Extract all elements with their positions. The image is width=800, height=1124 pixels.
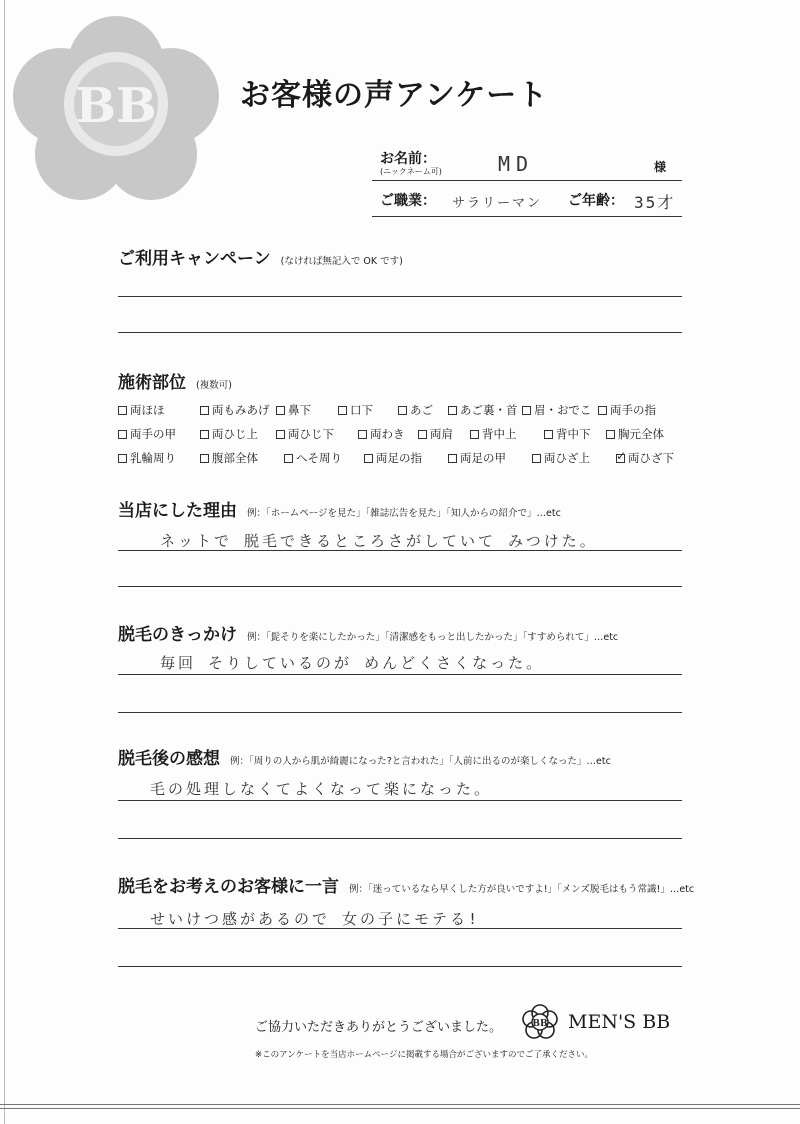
message-heading-text: 脱毛をお考えのお客様に一言 [118, 877, 339, 897]
checkbox-icon[interactable] [276, 406, 285, 415]
impression-heading-text: 脱毛後の感想 [118, 749, 220, 769]
checkbox-icon[interactable] [448, 454, 457, 463]
part-checkbox-label: 両ひじ上 [212, 427, 258, 441]
part-checkbox-item[interactable] [118, 422, 200, 446]
reason-line-2 [118, 586, 682, 587]
campaign-note: (なければ無記入で OK です) [280, 256, 403, 267]
part-checkbox-label: へそ周り [296, 451, 342, 465]
checkbox-icon[interactable] [200, 430, 209, 439]
part-checkbox-item[interactable] [448, 398, 522, 422]
part-checkbox-item[interactable] [276, 422, 358, 446]
message-line-2 [118, 966, 682, 967]
reason-heading [118, 496, 561, 521]
part-checkbox-label: 口下 [350, 403, 373, 417]
checkbox-icon[interactable] [532, 454, 541, 463]
parts-heading-text: 施術部位 [118, 373, 186, 393]
part-checkbox-item[interactable] [358, 422, 418, 446]
part-checkbox-item[interactable] [522, 398, 598, 422]
reason-line-1 [118, 550, 682, 551]
part-checkbox-item[interactable] [200, 398, 276, 422]
checkbox-icon[interactable] [598, 406, 607, 415]
honorific: 様 [654, 160, 667, 174]
logo-text: BB [75, 78, 157, 134]
parts-row [118, 446, 688, 470]
part-checkbox-label: 両わき [370, 427, 405, 441]
impression-heading [118, 744, 611, 769]
brand-logo [520, 1002, 670, 1042]
impression-line-2 [118, 838, 682, 839]
part-checkbox-label: あご裏・首 [460, 403, 518, 417]
parts-note: (複数可) [196, 380, 232, 391]
page-title: お客様の声アンケート [240, 78, 549, 113]
brand-name: MEN'S BB [568, 1011, 671, 1033]
name-underline [372, 180, 682, 181]
campaign-line-1 [118, 296, 682, 297]
part-checkbox-label: 両ほほ [130, 403, 165, 417]
bottom-border-1 [0, 1104, 800, 1105]
age-label: ご年齢： [568, 193, 624, 209]
part-checkbox-item[interactable] [338, 398, 398, 422]
reason-answer: ネットで 脱毛できるところさがしていて みつけた。 [160, 532, 598, 550]
checkbox-icon[interactable] [364, 454, 373, 463]
customer-info-box [372, 146, 682, 216]
part-checkbox-item[interactable] [598, 398, 680, 422]
checkbox-icon[interactable] [200, 406, 209, 415]
campaign-heading [118, 244, 403, 269]
name-value: MD [498, 152, 535, 176]
part-checkbox-label: 眉・おでこ [534, 403, 592, 417]
checkbox-icon[interactable] [522, 406, 531, 415]
checkbox-icon[interactable] [544, 430, 553, 439]
checkbox-icon[interactable] [284, 454, 293, 463]
part-checkbox-item[interactable] [200, 446, 284, 470]
part-checkbox-label: 両ひじ下 [288, 427, 334, 441]
trigger-line-2 [118, 712, 682, 713]
job-underline [372, 216, 682, 217]
footer-thanks: ご協力いただきありがとうございました。 [255, 1020, 503, 1035]
part-checkbox-item[interactable] [616, 446, 686, 470]
parts-row [118, 398, 688, 422]
part-checkbox-label: 背中下 [556, 427, 591, 441]
checkbox-icon[interactable] [470, 430, 479, 439]
trigger-line-1 [118, 674, 682, 675]
part-checkbox-label: 両ひざ下 [628, 451, 674, 465]
checkbox-icon[interactable] [118, 430, 127, 439]
trigger-answer: 毎回 そりしているのが めんどくさくなった。 [160, 654, 545, 672]
checkbox-icon[interactable] [118, 406, 127, 415]
part-checkbox-item[interactable] [118, 446, 200, 470]
impression-answer: 毛の処理しなくてよくなって楽になった。 [150, 780, 493, 798]
footer-note: ※このアンケートを当店ホームページに掲載する場合がございますのでご了承ください。 [255, 1050, 593, 1060]
part-checkbox-item[interactable] [398, 398, 448, 422]
message-answer: せいけつ感があるので 女の子にモテる! [150, 910, 481, 928]
part-checkbox-item[interactable] [200, 422, 276, 446]
part-checkbox-label: 胸元全体 [618, 427, 664, 441]
checkbox-icon[interactable] [606, 430, 615, 439]
part-checkbox-item[interactable] [606, 422, 686, 446]
checkbox-icon[interactable] [418, 430, 427, 439]
part-checkbox-item[interactable] [284, 446, 364, 470]
part-checkbox-item[interactable] [448, 446, 532, 470]
part-checkbox-label: 両手の甲 [130, 427, 176, 441]
part-checkbox-label: 両足の甲 [460, 451, 506, 465]
part-checkbox-item[interactable] [532, 446, 616, 470]
bottom-border-2 [0, 1108, 800, 1109]
part-checkbox-label: 両肩 [430, 427, 453, 441]
message-line-1 [118, 928, 682, 929]
name-label: お名前： [380, 151, 436, 167]
trigger-example: 例：「髭そりを楽にしたかった」「清潔感をもっと出したかった」「すすめられて」…etc [247, 632, 619, 643]
part-checkbox-label: 背中上 [482, 427, 517, 441]
part-checkbox-item[interactable] [364, 446, 448, 470]
checkbox-icon[interactable] [338, 406, 347, 415]
message-example: 例：「迷っているなら早くした方が良いですよ!」「メンズ脱毛はもう常識!」…etc [349, 884, 695, 895]
checkbox-icon[interactable] [276, 430, 285, 439]
reason-example: 例：「ホームページを見た」「雑誌広告を見た」「知人からの紹介で」…etc [247, 508, 561, 519]
rose-logo-icon [520, 1002, 560, 1042]
impression-example: 例：「周りの人から肌が綺麗になった?と言われた」「人前に出るのが楽しくなった」…etc [230, 756, 611, 767]
age-value: 35才 [634, 193, 676, 212]
impression-line-1 [118, 800, 682, 801]
part-checkbox-label: 乳輪周り [130, 451, 176, 465]
part-checkbox-label: 両もみあげ [212, 403, 270, 417]
parts-checkbox-grid [118, 398, 688, 470]
checkbox-icon[interactable] [200, 454, 209, 463]
part-checkbox-label: 両手の指 [610, 403, 656, 417]
part-checkbox-label: 両足の指 [376, 451, 422, 465]
trigger-heading-text: 脱毛のきっかけ [118, 625, 237, 645]
part-checkbox-item[interactable] [276, 398, 338, 422]
part-checkbox-label: 鼻下 [288, 403, 311, 417]
logo-watermark-icon [6, 4, 226, 204]
part-checkbox-item[interactable] [118, 398, 200, 422]
nickname-note: (ニックネーム可) [380, 167, 442, 176]
checkbox-icon[interactable] [448, 406, 457, 415]
checkbox-icon[interactable] [398, 406, 407, 415]
job-value: サラリーマン [452, 196, 543, 211]
part-checkbox-label: 腹部全体 [212, 451, 258, 465]
reason-heading-text: 当店にした理由 [118, 501, 237, 521]
checkbox-icon[interactable] [118, 454, 127, 463]
part-checkbox-label: 両ひざ上 [544, 451, 590, 465]
part-checkbox-item[interactable] [418, 422, 470, 446]
job-label: ご職業： [380, 193, 436, 209]
part-checkbox-item[interactable] [470, 422, 544, 446]
page-edge [4, 0, 5, 1124]
parts-heading [118, 368, 232, 393]
part-checkbox-item[interactable] [544, 422, 606, 446]
parts-row [118, 422, 688, 446]
checkbox-icon[interactable] [358, 430, 367, 439]
rose-logo-text: BB [532, 1019, 548, 1029]
campaign-heading-text: ご利用キャンペーン [118, 249, 271, 269]
campaign-line-2 [118, 332, 682, 333]
checked-box-icon[interactable] [616, 454, 625, 463]
part-checkbox-label: あご [410, 403, 433, 417]
message-heading [118, 872, 694, 897]
trigger-heading [118, 620, 618, 645]
